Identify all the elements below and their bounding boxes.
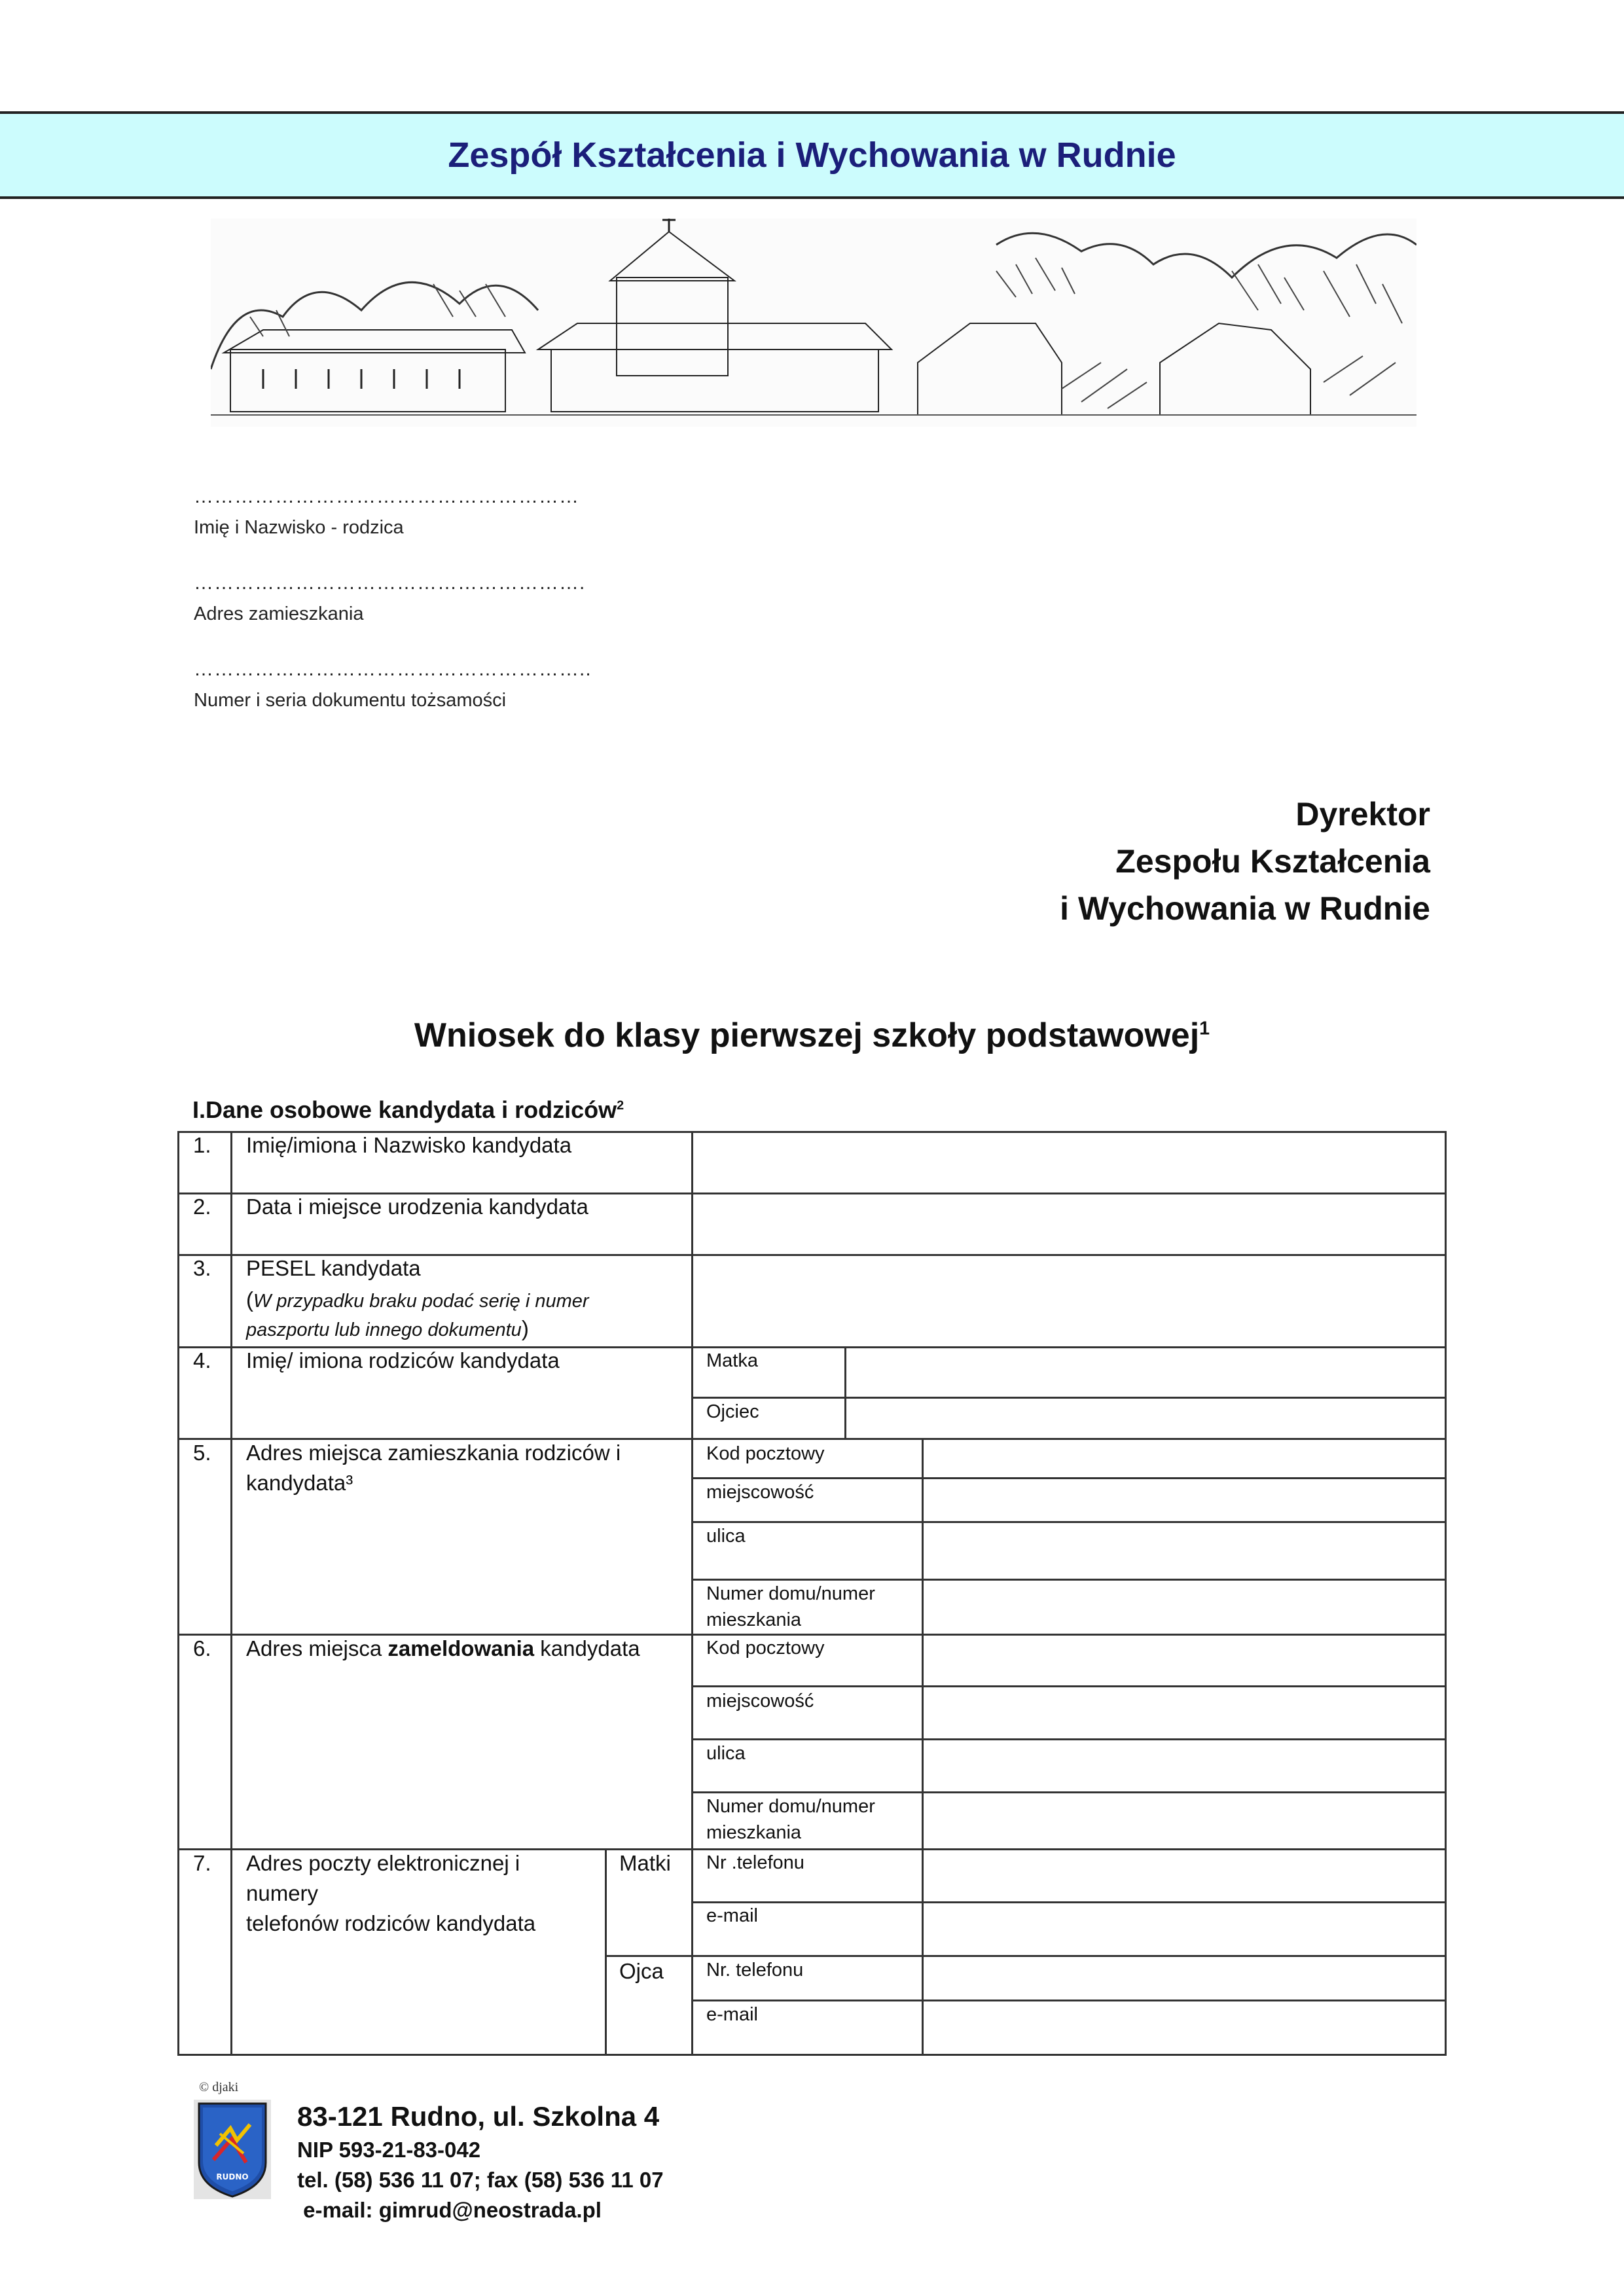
form-title-footnote: 1 [1199,1018,1210,1039]
row-6-label-post: kandydata [534,1636,640,1660]
r6-town-label: miejscowość [706,1691,814,1712]
row-7-label-3: telefonów rodziców kandydata [246,1911,536,1935]
r6-house-label-2: mieszkania [706,1822,802,1843]
r6-house-field[interactable] [924,1793,1445,1848]
r5-street-field[interactable] [924,1523,1445,1579]
row-4-label: Imię/ imiona rodziców kandydata [246,1348,560,1372]
row-7-label: Adres poczty elektronicznej i [246,1851,520,1875]
form-title-text: Wniosek do klasy pierwszej szkoły podstawowej [414,1016,1200,1054]
r6-street-label: ulica [706,1743,746,1764]
crest-text: RUDNO [216,2172,249,2181]
r6-postal-field[interactable] [924,1636,1445,1685]
r5-street-label: ulica [706,1526,746,1547]
form-title [0,1016,1624,1055]
r6-postal-label: Kod pocztowy [706,1638,825,1659]
mother-name-field[interactable] [846,1348,1445,1397]
document-label: Numer i seria dokumentu tożsamości [194,690,507,711]
village-sketch-illustration [211,219,1416,427]
r6-house-label: Numer domu/numer [706,1796,875,1817]
recipient-block [1060,791,1430,932]
r5-postal-field[interactable] [924,1440,1445,1477]
r6-town-field[interactable] [924,1687,1445,1738]
header-banner [0,111,1624,199]
r5-town-field[interactable] [924,1479,1445,1521]
row-2-label: Data i miejsce urodzenia kandydata [246,1194,588,1219]
row-3-label: PESEL kandydata [246,1256,421,1280]
recipient-line-1: Dyrektor [1295,796,1430,833]
address-label: Adres zamieszkania [194,603,364,624]
r5-house-field[interactable] [924,1581,1445,1634]
copyright-note: © djaki [199,2080,239,2094]
r7-father-phone-label: Nr. telefonu [706,1960,804,1981]
row-3-note-2 [246,1314,529,1344]
row-3-note [246,1285,589,1316]
section-title-footnote: 2 [617,1098,624,1113]
row-6-label-pre: Adres miejsca [246,1636,388,1660]
personal-data-table [177,1131,1447,2056]
row-3-number: 3. [193,1256,211,1280]
document-blank[interactable]: ………………………………………………….. [194,658,592,680]
father-label: Ojciec [706,1401,759,1422]
row-6-label [246,1634,640,1663]
row-7-label-2: numery [246,1881,319,1905]
footer-phone: tel. (58) 536 11 07; fax (58) 536 11 07 [297,2168,664,2192]
school-name-title: Zespół Kształcenia i Wychowania w Rudnie [448,135,1176,175]
row-5-number: 5. [193,1441,211,1465]
footer-email: e-mail: gimrud@neostrada.pl [297,2198,602,2222]
r5-house-label-2: mieszkania [706,1609,802,1630]
row-6-label-bold: zameldowania [388,1636,535,1660]
recipient-line-2: Zespołu Kształcenia [1115,843,1430,880]
row-3-note-open-paren: ( [246,1287,253,1312]
section-title-text: I.Dane osobowe kandydata i rodziców [192,1096,617,1123]
r5-postal-label: Kod pocztowy [706,1443,825,1464]
father-name-field[interactable] [846,1399,1445,1438]
footer-address: 83-121 Rudno, ul. Szkolna 4 [297,2101,660,2132]
pesel-field[interactable] [693,1256,1445,1346]
row-6-number: 6. [193,1636,211,1660]
row-7-number: 7. [193,1851,211,1875]
r7-father-label: Ojca [619,1959,664,1983]
row-3-note-close-paren: ) [521,1316,529,1340]
r7-mother-label: Matki [619,1851,671,1875]
r7-father-email-field[interactable] [924,2001,1445,2054]
row-4-number: 4. [193,1348,211,1372]
address-blank[interactable]: …………………………………………………. [194,572,586,594]
r5-house-label: Numer domu/numer [706,1583,875,1604]
footer-nip: NIP 593-21-83-042 [297,2138,481,2162]
r7-mother-phone-field[interactable] [924,1850,1445,1901]
parent-name-blank[interactable]: ………………………………………………… [194,486,579,507]
row-1-number: 1. [193,1133,211,1157]
r6-street-field[interactable] [924,1740,1445,1791]
r7-mother-email-label: e-mail [706,1905,758,1926]
mother-label: Matka [706,1350,758,1371]
r7-mother-email-field[interactable] [924,1903,1445,1955]
school-crest-logo [194,2100,271,2199]
birth-date-place-field[interactable] [693,1194,1445,1254]
row-3-note-line-1: W przypadku braku podać serię i numer [253,1291,589,1312]
parent-name-label: Imię i Nazwisko - rodzica [194,517,404,538]
row-5-label: Adres miejsca zamieszkania rodziców i [246,1441,621,1465]
section-title [192,1096,624,1124]
row-3-note-line-2: paszportu lub innego dokumentu [246,1319,522,1340]
r7-father-email-label: e-mail [706,2004,758,2025]
row-5-label-2: kandydata³ [246,1471,353,1495]
r7-mother-phone-label: Nr .telefonu [706,1852,804,1873]
row-2-number: 2. [193,1194,211,1219]
row-1-label: Imię/imiona i Nazwisko kandydata [246,1133,572,1157]
r5-town-label: miejscowość [706,1482,814,1503]
r7-father-phone-field[interactable] [924,1957,1445,2000]
recipient-line-3: i Wychowania w Rudnie [1060,890,1430,927]
candidate-name-field[interactable] [693,1133,1445,1193]
